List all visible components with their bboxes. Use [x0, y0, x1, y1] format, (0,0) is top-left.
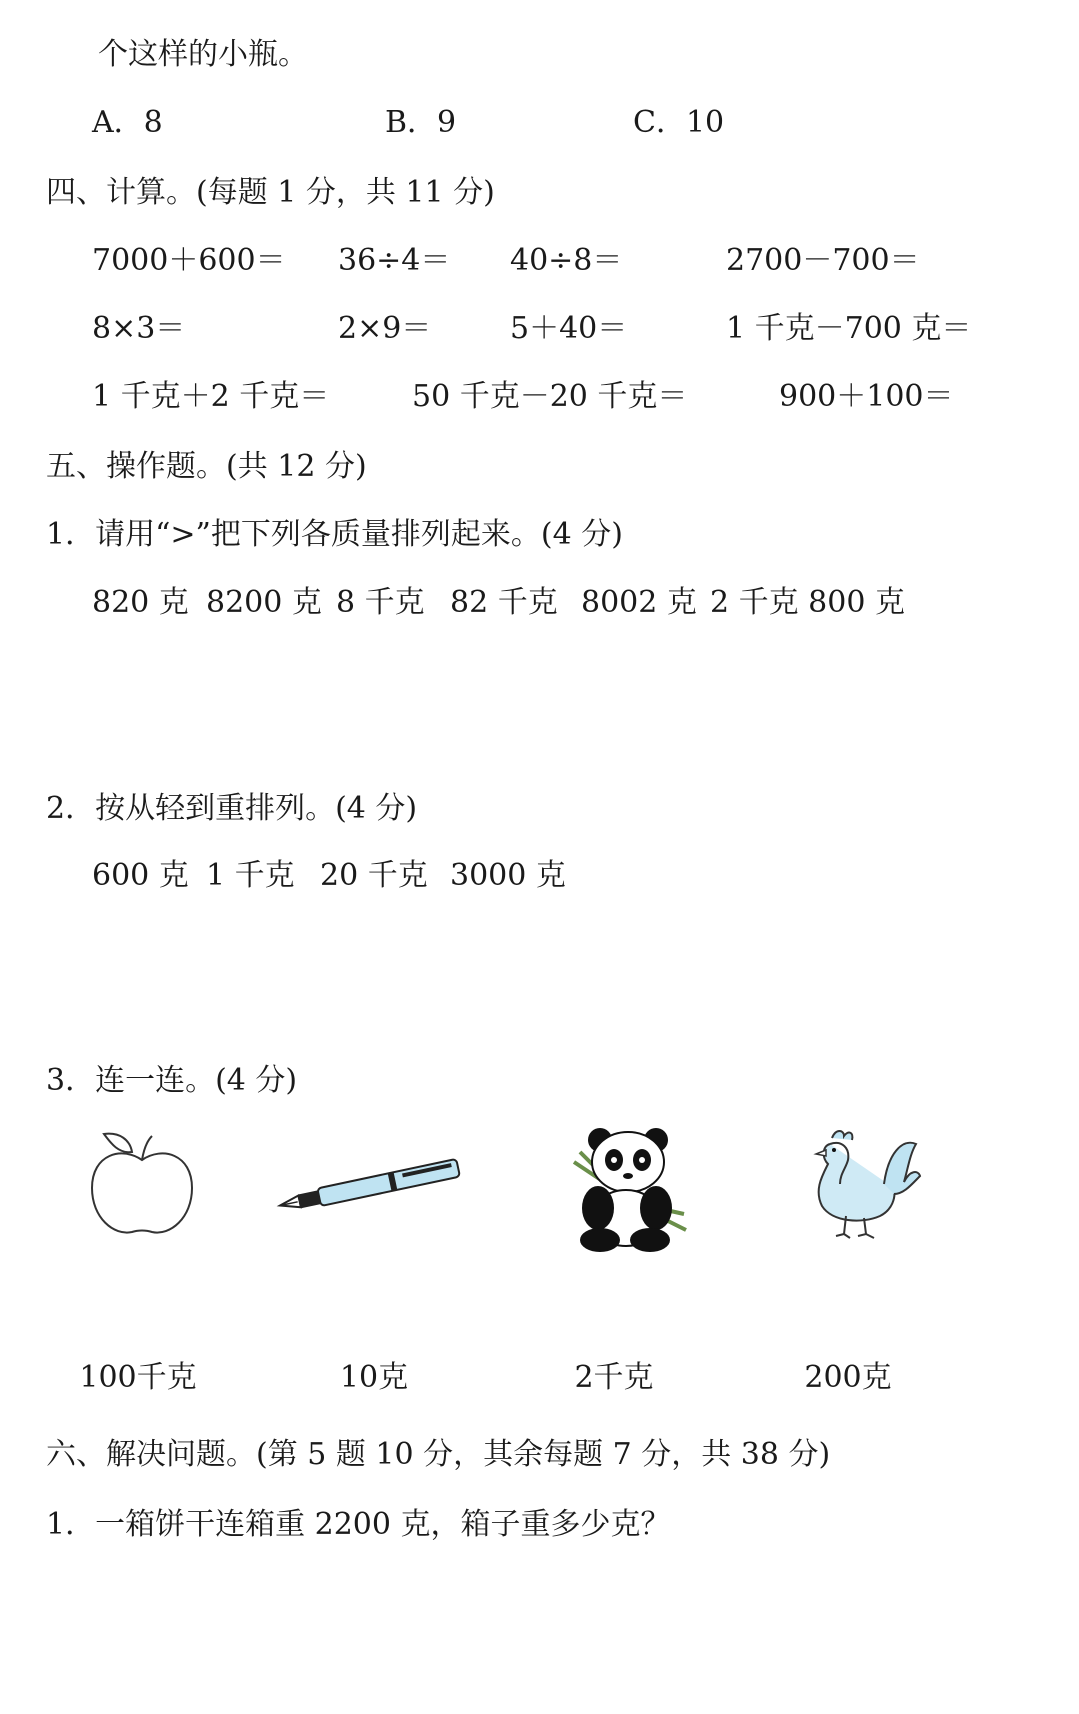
weight-label-1: 100千克 [79, 1360, 197, 1395]
pen-icon [272, 1150, 472, 1222]
calc-r2c2: 2×9＝ [338, 311, 432, 346]
panda-icon [566, 1122, 688, 1254]
q1-item-2: 8200 克 [206, 585, 322, 620]
q2-item-4: 3000 克 [450, 858, 566, 893]
q2-text: 2．按从轻到重排列。(4 分) [46, 791, 418, 826]
calc-r1c2: 36÷4＝ [338, 243, 451, 278]
q2-item-2: 1 千克 [206, 858, 295, 893]
q3-text: 3．连一连。(4 分) [46, 1063, 298, 1098]
calc-r1c4: 2700－700＝ [726, 243, 920, 278]
option-c: C．10 [633, 105, 725, 140]
calc-r3c2: 50 千克－20 千克＝ [412, 379, 688, 414]
q1-item-5: 8002 克 [581, 585, 697, 620]
weight-label-2: 10克 [339, 1360, 409, 1395]
section5-heading: 五、操作题。(共 12 分) [46, 449, 367, 484]
section6-q1: 1．一箱饼干连箱重 2200 克，箱子重多少克？ [46, 1507, 671, 1542]
option-b: B．9 [385, 105, 457, 140]
calc-r1c3: 40÷8＝ [510, 243, 623, 278]
rooster-icon [792, 1124, 922, 1248]
apple-icon [82, 1128, 202, 1240]
continuation-text: 个这样的小瓶。 [98, 37, 308, 72]
q2-item-1: 600 克 [92, 858, 189, 893]
section6-heading: 六、解决问题。(第 5 题 10 分，其余每题 7 分，共 38 分) [46, 1437, 831, 1472]
q2-item-3: 20 千克 [320, 858, 428, 893]
calc-r2c3: 5＋40＝ [510, 311, 628, 346]
q1-item-6: 2 千克 800 克 [710, 585, 905, 620]
calc-r3c3: 900＋100＝ [779, 379, 954, 414]
q1-text: 1．请用“>”把下列各质量排列起来。(4 分) [46, 517, 623, 552]
weight-label-4: 200克 [804, 1360, 892, 1395]
calc-r2c1: 8×3＝ [92, 311, 186, 346]
q1-item-3: 8 千克 [336, 585, 425, 620]
q1-item-4: 82 千克 [450, 585, 558, 620]
weight-label-3: 2千克 [574, 1360, 654, 1395]
option-a: A．8 [92, 105, 163, 140]
section4-heading: 四、计算。(每题 1 分，共 11 分) [46, 175, 495, 210]
calc-r3c1: 1 千克＋2 千克＝ [92, 379, 330, 414]
calc-r1c1: 7000＋600＝ [92, 243, 286, 278]
q1-item-1: 820 克 [92, 585, 189, 620]
calc-r2c4: 1 千克－700 克＝ [726, 311, 972, 346]
